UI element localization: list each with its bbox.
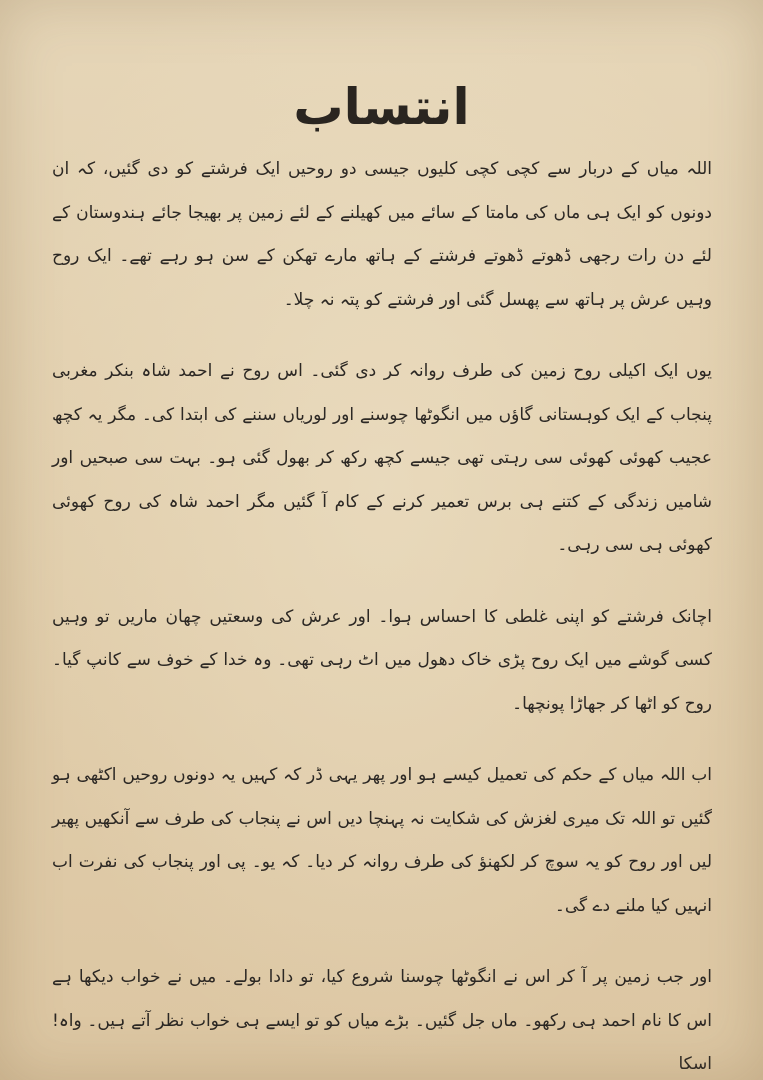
paragraph-4: اب اللہ میاں کے حکم کی تعمیل کیسے ہو اور پھر یہی ڈر کہ کہیں یہ دونوں روحیں اکٹھی ہو گئیں تو اللہ تک میری لغزش کی شکایت نہ پہنچا دیں اس نے پنجاب کی طرف سے آنکھیں پھیر لیں اور روح کو یہ سوچ کر لکھنؤ کی طرف روانہ کر دیا۔ کہ یو۔ پی اور پنجاب کی نفرت اب انہیں کیا ملنے دے گی۔ [52,765,712,916]
paragraph-5: اور جب زمین پر آ کر اس نے انگوٹھا چوسنا شروع کیا، تو دادا بولے۔ میں نے خواب دیکھا ہے اس کا نام احمد ہی رکھو۔ ماں جل گئیں۔ بڑے میاں کو تو ایسے ہی خواب نظر آتے ہیں۔ واہ! اسکا [52,967,712,1074]
paragraph-2: یوں ایک اکیلی روح زمین کی طرف روانہ کر دی گئی۔ اس روح نے احمد شاہ بنکر مغربی پنجاب کے ایک کوہستانی گاؤں میں انگوٹھا چوسنے اور لوریاں سننے کی ابتدا کی۔ مگر یہ کچھ عجیب کھوئی کھوئی سی رہتی تھی جیسے کچھ رکھ کر بھول گئی ہو۔ بہت سی صبحیں اور شامیں زندگی کے کتنے ہی برس تعمیر کرنے کے کام آ گئیں مگر احمد شاہ کی روح کھوئی کھوئی ہی سی رہی۔ [52,361,712,555]
paragraph-3: اچانک فرشتے کو اپنی غلطی کا احساس ہوا۔ اور عرش کی وسعتیں چھان ماریں تو وہیں کسی گوشے میں ایک روح پڑی خاک دھول میں اٹ رہی تھی۔ وہ خدا کے خوف سے کانپ گیا۔ روح کو اٹھا کر جھاڑا پونچھا۔ [52,606,712,714]
page-title: انتساب [293,78,470,136]
document-body [52,148,712,1080]
paragraph-1: اللہ میاں کے دربار سے کچی کچی کلیوں جیسی دو روحیں ایک فرشتے کو دی گئیں، کہ ان دونوں کو ایک ہی ماں کی مامتا کے سائے میں کھیلنے کے لئے زمین پر بھیجا جائے ہندوستان کے لئے دن رات رجھی ڈھوتے ڈھوتے فرشتے کے ہاتھ مارے تھکن کے سن ہو رہے تھے۔ ایک روح وہیں عرش پر ہاتھ سے پھسل گئی اور فرشتے کو پتہ نہ چلا۔ [52,159,712,310]
